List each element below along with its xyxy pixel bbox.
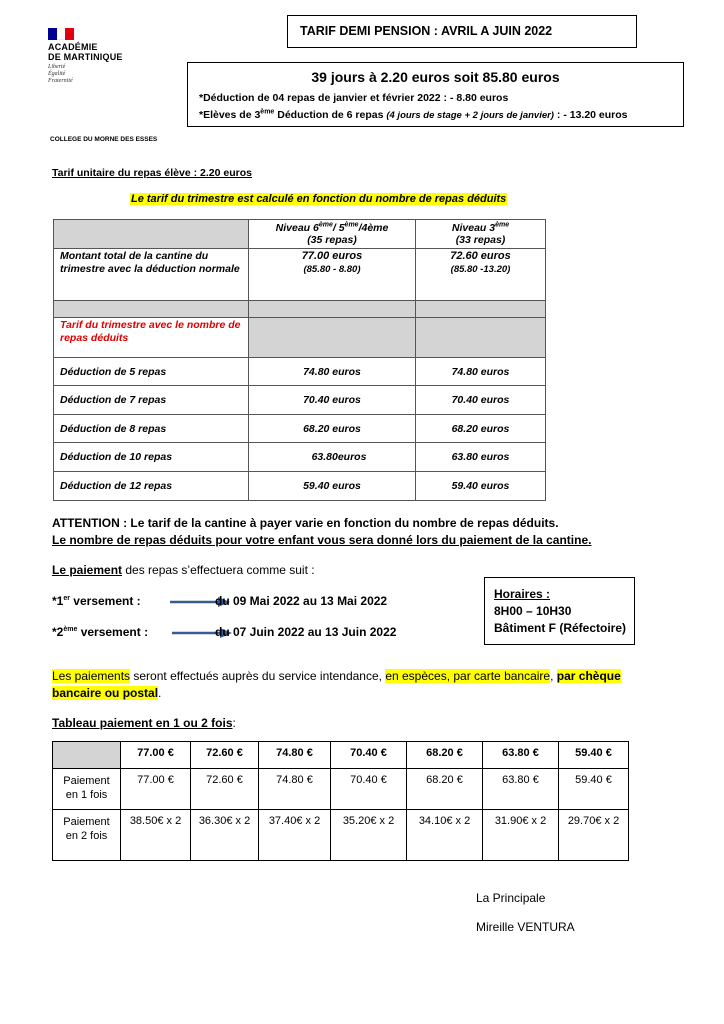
grey-cell: [416, 301, 546, 318]
total-row: [54, 249, 546, 301]
payment-intro: Le paiement des repas s’effectuera comme suit :: [52, 563, 315, 577]
logo-motto: Liberté Égalité Fraternité: [48, 64, 73, 84]
deduction-label: Déduction de 5 repas: [54, 358, 249, 386]
total-label: Montant total de la cantine du trimestre avec la déduction normale: [54, 249, 249, 301]
amount-cell: 37.40€ x 2: [259, 810, 331, 861]
info-box: [187, 62, 684, 127]
info-line-3: *Elèves de 3ème Déduction de 6 repas (4 jours de stage + 2 jours de janvier) : - 13.20 euros: [199, 108, 628, 121]
payment-table: [52, 741, 629, 861]
header-niveau-3: Niveau 3ème (33 repas): [416, 220, 546, 249]
payment-table-header: [53, 742, 629, 769]
amount-cell: 70.40 €: [331, 769, 407, 810]
deduction-value-1: 70.40 euros: [249, 386, 416, 415]
signature-title: La Principale: [476, 891, 546, 905]
versement-1-dates: du 09 Mai 2022 au 13 Mai 2022: [215, 594, 388, 608]
attention-line-1: ATTENTION : Le tarif de la cantine à payer varie en fonction du nombre de repas déduits.: [52, 516, 559, 530]
amount-cell: 63.80 €: [483, 769, 559, 810]
row-label: Paiement en 2 fois: [53, 810, 121, 861]
total-value-1: 77.00 euros (85.80 - 8.80): [249, 249, 416, 301]
header-amount: 70.40 €: [331, 742, 407, 769]
amount-cell: 74.80 €: [259, 769, 331, 810]
section-row: [54, 318, 546, 358]
amount-cell: 38.50€ x 2: [121, 810, 191, 861]
total-value-2: 72.60 euros (85.80 -13.20): [416, 249, 546, 301]
row-label: Paiement en 1 fois: [53, 769, 121, 810]
tarif-table: [53, 219, 546, 501]
versement-1-label: *1er versement :: [52, 594, 141, 608]
header-amount: 72.60 €: [191, 742, 259, 769]
amount-cell: 77.00 €: [121, 769, 191, 810]
grey-cell: [54, 301, 249, 318]
amount-cell: 36.30€ x 2: [191, 810, 259, 861]
amount-cell: 34.10€ x 2: [407, 810, 483, 861]
grey-separator-row: [54, 301, 546, 318]
empty-header-cell: [53, 742, 121, 769]
logo-title: ACADÉMIE DE MARTINIQUE: [48, 42, 123, 62]
empty-header-cell: [54, 220, 249, 249]
french-flag-icon: [48, 28, 74, 40]
hours-place: Bâtiment F (Réfectoire): [494, 621, 627, 635]
tarif-table-header: [54, 220, 546, 249]
amount-cell: 68.20 €: [407, 769, 483, 810]
versement-2-dates: du 07 Juin 2022 au 13 Juin 2022: [215, 625, 397, 639]
deduction-value-2: 68.20 euros: [416, 415, 546, 443]
deduction-value-1: 63.80euros: [249, 443, 416, 472]
header-amount: 63.80 €: [483, 742, 559, 769]
deduction-value-2: 70.40 euros: [416, 386, 546, 415]
deduction-row: [54, 386, 546, 415]
college-name: COLLEGE DU MORNE DES ESSES: [50, 136, 158, 143]
deduction-value-1: 68.20 euros: [249, 415, 416, 443]
hours-time: 8H00 – 10H30: [494, 604, 572, 618]
calc-note: Le tarif du trimestre est calculé en fonction du nombre de repas déduits: [131, 193, 507, 205]
amount-cell: 31.90€ x 2: [483, 810, 559, 861]
deduction-value-2: 59.40 euros: [416, 472, 546, 501]
amount-cell: 72.60 €: [191, 769, 259, 810]
page-title: TARIF DEMI PENSION : AVRIL A JUIN 2022: [300, 24, 553, 38]
hours-title: Horaires :: [494, 587, 551, 601]
deduction-row: [54, 415, 546, 443]
info-line-2: *Déduction de 04 repas de janvier et février 2022 : - 8.80 euros: [199, 92, 509, 104]
deduction-label: Déduction de 8 repas: [54, 415, 249, 443]
versement-2-label: *2ème versement :: [52, 625, 149, 639]
payment-row-2-fois: [53, 810, 629, 861]
deduction-value-1: 74.80 euros: [249, 358, 416, 386]
info-line-1: 39 jours à 2.20 euros soit 85.80 euros: [311, 69, 560, 85]
amount-cell: 59.40 €: [559, 769, 629, 810]
academie-logo: [48, 28, 156, 100]
header-amount: 77.00 €: [121, 742, 191, 769]
hours-box: [484, 577, 635, 645]
grey-cell: [249, 301, 416, 318]
attention-line-2: Le nombre de repas déduits pour votre enfant vous sera donné lors du paiement de la cantine.: [52, 533, 592, 547]
deduction-label: Déduction de 12 repas: [54, 472, 249, 501]
deduction-value-1: 59.40 euros: [249, 472, 416, 501]
grey-cell: [416, 318, 546, 358]
deduction-row: [54, 472, 546, 501]
amount-cell: 35.20€ x 2: [331, 810, 407, 861]
payment-methods: Les paiements seront effectués auprès du service intendance, en espèces, par carte bancaire, par chèque bancaire ou postal.: [52, 669, 621, 700]
deduction-row: [54, 358, 546, 386]
deduction-label: Déduction de 7 repas: [54, 386, 249, 415]
unit-tarif: Tarif unitaire du repas élève : 2.20 euros: [52, 167, 252, 179]
deduction-value-2: 63.80 euros: [416, 443, 546, 472]
header-niveau-6-5-4: Niveau 6ème/ 5ème/4ème (35 repas): [249, 220, 416, 249]
section-label: Tarif du trimestre avec le nombre de repas déduits: [54, 318, 249, 358]
amount-cell: 29.70€ x 2: [559, 810, 629, 861]
signature-name: Mireille VENTURA: [476, 920, 575, 934]
payment-table-title: Tableau paiement en 1 ou 2 fois:: [52, 716, 236, 730]
deduction-label: Déduction de 10 repas: [54, 443, 249, 472]
grey-cell: [249, 318, 416, 358]
header-amount: 68.20 €: [407, 742, 483, 769]
deduction-row: [54, 443, 546, 472]
header-amount: 59.40 €: [559, 742, 629, 769]
title-box: [287, 15, 637, 48]
header-amount: 74.80 €: [259, 742, 331, 769]
payment-row-1-fois: [53, 769, 629, 810]
deduction-value-2: 74.80 euros: [416, 358, 546, 386]
